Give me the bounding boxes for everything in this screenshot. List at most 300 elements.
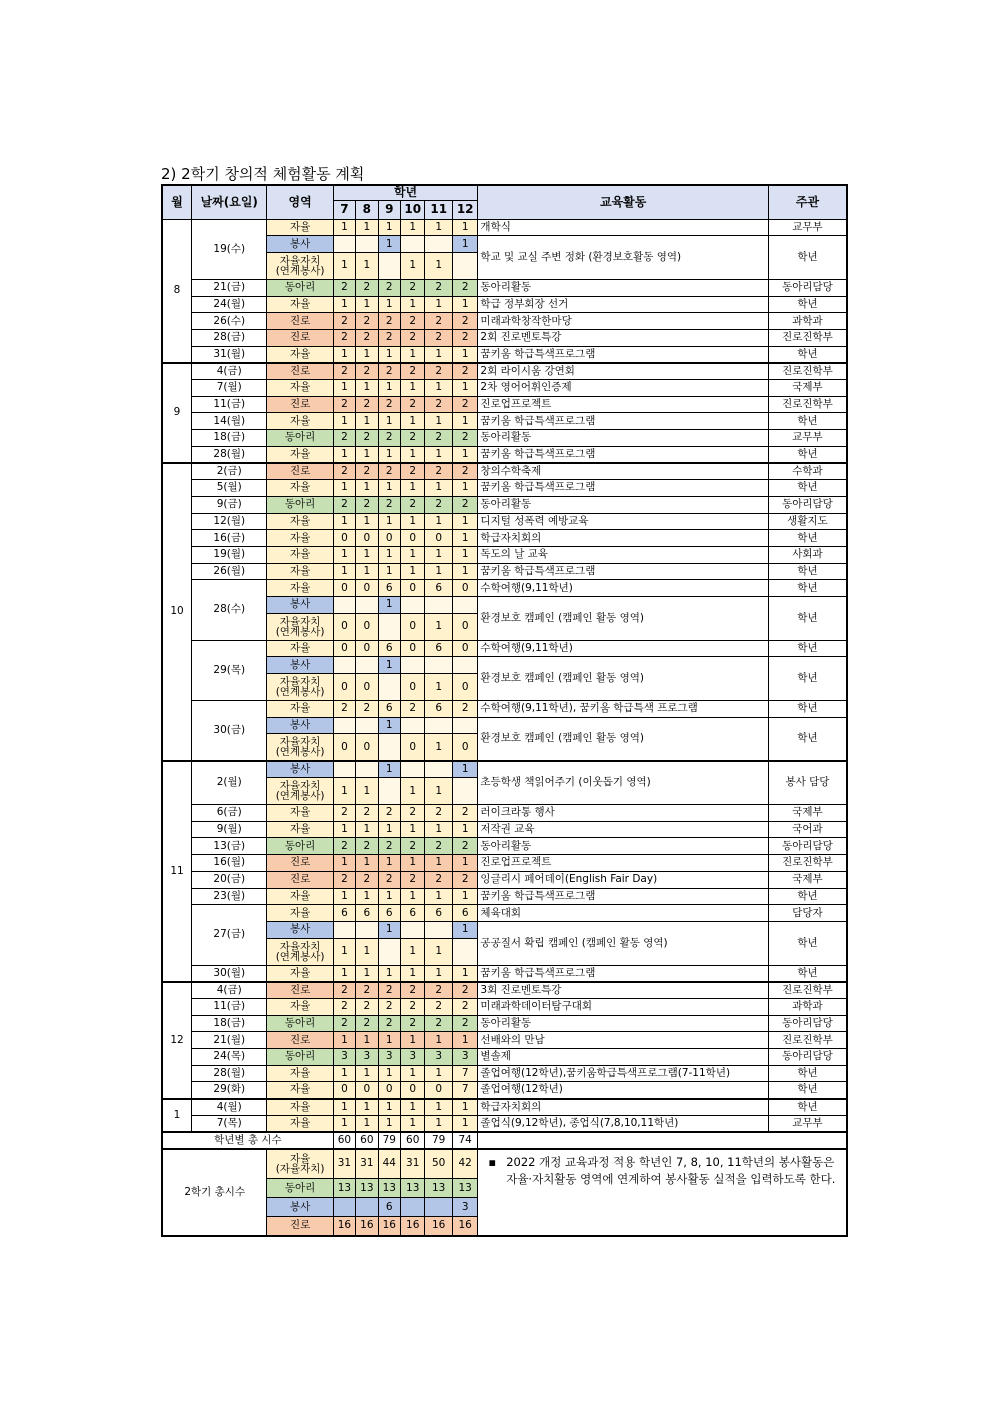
activity-cell: 독도의 날 교육	[478, 546, 769, 563]
activity-cell: 학급 정부회장 선거	[478, 296, 769, 313]
grade-hours-cell: 1	[378, 380, 400, 397]
grade-total-value: 60	[356, 1132, 378, 1149]
header-activity: 교육활동	[478, 185, 769, 219]
grade-hours-cell: 2	[333, 279, 355, 296]
grade-hours-cell: 0	[400, 640, 424, 657]
area-cell: 자율 (자율자치)	[267, 1149, 333, 1179]
grade-hours-cell: 1	[425, 1099, 453, 1116]
semester-total-value: 42	[452, 1149, 477, 1179]
organizer-cell: 교무부	[768, 430, 847, 447]
date-cell: 6(금)	[192, 805, 267, 822]
organizer-cell: 동아리담당	[768, 1015, 847, 1032]
organizer-cell: 동아리담당	[768, 279, 847, 296]
note-text: 2022 개정 교육과정 적용 학년인 7, 8, 10, 11학년의 봉사활동은 자율·자치활동 영역에 연계하여 봉사활동 실적을 입력하도록 한다.	[506, 1154, 836, 1186]
grade-hours-cell: 6	[378, 905, 400, 922]
grade-hours-cell	[378, 778, 400, 805]
grade-hours-cell: 1	[378, 446, 400, 463]
grade-hours-cell: 1	[425, 296, 453, 313]
activity-cell: 꿈키움 학급특색프로그램	[478, 413, 769, 430]
date-cell: 19(월)	[192, 546, 267, 563]
date-cell: 26(수)	[192, 313, 267, 330]
activity-cell: 동아리활동	[478, 279, 769, 296]
month-cell: 8	[162, 219, 192, 363]
area-cell: 자율	[267, 640, 333, 657]
activity-cell: 3회 진로멘토특강	[478, 982, 769, 999]
activity-cell: 동아리활동	[478, 496, 769, 513]
grade-hours-cell: 2	[356, 496, 378, 513]
table-row	[162, 446, 847, 463]
date-cell: 19(수)	[192, 219, 267, 279]
grade-hours-cell: 3	[425, 1049, 453, 1066]
grade-hours-cell: 1	[378, 513, 400, 530]
semester-total-label: 2학기 총시수	[162, 1149, 267, 1236]
activity-cell: 저작권 교육	[478, 821, 769, 838]
grade-hours-cell: 0	[400, 613, 424, 640]
grade-hours-cell: 6	[425, 640, 453, 657]
header-date: 날짜(요일)	[192, 185, 267, 219]
grade-hours-cell: 2	[400, 496, 424, 513]
date-cell: 31(월)	[192, 346, 267, 363]
header-month: 월	[162, 185, 192, 219]
organizer-cell: 학년	[768, 580, 847, 597]
header-organizer: 주관	[768, 185, 847, 219]
date-cell: 12(월)	[192, 513, 267, 530]
semester-total-value: 16	[425, 1217, 453, 1236]
grade-hours-cell: 2	[333, 496, 355, 513]
area-cell: 봉사	[267, 1198, 333, 1217]
grade-hours-cell: 2	[378, 805, 400, 822]
grade-hours-cell	[452, 717, 477, 734]
table-row	[162, 701, 847, 718]
grade-hours-cell: 1	[400, 346, 424, 363]
grade-hours-cell: 1	[452, 761, 477, 778]
table-row	[162, 463, 847, 480]
area-cell: 동아리	[267, 838, 333, 855]
organizer-cell: 진로진학부	[768, 982, 847, 999]
grade-hours-cell: 0	[400, 674, 424, 701]
grade-hours-cell: 0	[356, 640, 378, 657]
grade-hours-cell	[425, 657, 453, 674]
organizer-cell: 국어과	[768, 821, 847, 838]
activity-cell: 학교 및 교실 주변 정화 (환경보호활동 영역)	[478, 236, 769, 280]
area-cell: 봉사	[267, 236, 333, 253]
grade-hours-cell: 1	[356, 413, 378, 430]
semester-total-value: 13	[452, 1179, 477, 1198]
grade-hours-cell: 1	[425, 734, 453, 761]
grade-hours-cell: 1	[452, 530, 477, 547]
grade-hours-cell: 1	[452, 855, 477, 872]
semester-total-value: 50	[425, 1149, 453, 1179]
area-cell: 진로	[267, 982, 333, 999]
grade-hours-cell: 1	[356, 513, 378, 530]
grade-hours-cell: 1	[452, 821, 477, 838]
grade-hours-cell: 1	[378, 921, 400, 938]
grade-hours-cell: 1	[400, 1099, 424, 1116]
grade-hours-cell: 1	[400, 778, 424, 805]
area-cell: 자율	[267, 1065, 333, 1082]
grade-hours-cell: 0	[333, 580, 355, 597]
organizer-cell: 학년	[768, 346, 847, 363]
area-cell: 진로	[267, 363, 333, 380]
area-cell: 자율	[267, 965, 333, 982]
grade-hours-cell: 1	[378, 821, 400, 838]
grade-hours-cell: 6	[356, 905, 378, 922]
organizer-cell: 학년	[768, 563, 847, 580]
grade-hours-cell: 1	[452, 563, 477, 580]
grade-hours-cell	[333, 921, 355, 938]
area-cell: 자율	[267, 1082, 333, 1099]
grade-hours-cell: 2	[333, 701, 355, 718]
table-row	[162, 530, 847, 547]
grade-hours-cell: 0	[356, 674, 378, 701]
grade-hours-cell: 1	[425, 613, 453, 640]
activity-cell: 환경보호 캠페인 (캠페인 활동 영역)	[478, 657, 769, 701]
header-grade-8: 8	[356, 200, 378, 219]
grade-hours-cell: 1	[333, 1099, 355, 1116]
grade-hours-cell: 1	[452, 446, 477, 463]
grade-hours-cell: 1	[400, 821, 424, 838]
grade-hours-cell	[452, 596, 477, 613]
grade-hours-cell: 2	[400, 363, 424, 380]
grade-hours-cell: 1	[452, 965, 477, 982]
organizer-cell: 학년	[768, 296, 847, 313]
grade-hours-cell: 2	[333, 805, 355, 822]
grade-hours-cell: 1	[452, 513, 477, 530]
activity-cell: 러이크라통 행사	[478, 805, 769, 822]
organizer-cell: 학년	[768, 965, 847, 982]
date-cell: 2(월)	[192, 761, 267, 805]
area-cell: 진로	[267, 1032, 333, 1049]
semester-total-value: 13	[333, 1179, 355, 1198]
grade-hours-cell	[333, 596, 355, 613]
semester-total-value: 44	[378, 1149, 400, 1179]
grade-hours-cell: 2	[452, 701, 477, 718]
grade-hours-cell: 3	[356, 1049, 378, 1066]
area-cell: 자율자치 (연계봉사)	[267, 613, 333, 640]
grade-hours-cell: 7	[452, 1065, 477, 1082]
organizer-cell: 교무부	[768, 1115, 847, 1132]
grade-hours-cell: 1	[333, 1032, 355, 1049]
area-cell: 자율	[267, 805, 333, 822]
grade-hours-cell: 1	[378, 296, 400, 313]
area-cell: 자율	[267, 480, 333, 497]
table-row	[162, 346, 847, 363]
activity-cell: 환경보호 캠페인 (캠페인 활동 영역)	[478, 717, 769, 761]
organizer-cell: 생활지도	[768, 513, 847, 530]
grade-hours-cell: 2	[452, 805, 477, 822]
table-row	[162, 761, 847, 778]
grade-hours-cell: 1	[400, 546, 424, 563]
semester-total-row	[162, 1149, 847, 1179]
table-row	[162, 1015, 847, 1032]
grade-hours-cell: 2	[425, 838, 453, 855]
organizer-cell: 사회과	[768, 546, 847, 563]
area-cell: 봉사	[267, 921, 333, 938]
semester-total-value	[425, 1198, 453, 1217]
grade-hours-cell: 1	[333, 821, 355, 838]
semester-total-value: 13	[356, 1179, 378, 1198]
grade-hours-cell: 1	[378, 1065, 400, 1082]
organizer-cell: 학년	[768, 657, 847, 701]
area-cell: 동아리	[267, 1049, 333, 1066]
grade-hours-cell: 1	[356, 219, 378, 236]
organizer-cell: 학년	[768, 530, 847, 547]
date-cell: 11(금)	[192, 396, 267, 413]
grade-hours-cell: 2	[356, 396, 378, 413]
area-cell: 자율	[267, 821, 333, 838]
grade-hours-cell: 1	[400, 563, 424, 580]
grade-hours-cell: 2	[400, 1015, 424, 1032]
grade-hours-cell: 1	[425, 446, 453, 463]
organizer-cell: 학년	[768, 596, 847, 640]
grade-hours-cell	[400, 761, 424, 778]
grade-hours-cell: 0	[356, 734, 378, 761]
table-row	[162, 363, 847, 380]
organizer-cell: 진로진학부	[768, 1032, 847, 1049]
header-grade: 학년	[333, 185, 478, 200]
table-row	[162, 329, 847, 346]
activity-cell: 졸업식(9,12학년), 종업식(7,8,10,11학년)	[478, 1115, 769, 1132]
organizer-cell: 교무부	[768, 219, 847, 236]
area-cell: 자율	[267, 1115, 333, 1132]
grade-hours-cell: 1	[400, 480, 424, 497]
grade-hours-cell: 1	[400, 252, 424, 279]
grade-hours-cell: 2	[356, 313, 378, 330]
grade-hours-cell: 1	[378, 236, 400, 253]
grade-hours-cell: 1	[356, 938, 378, 965]
grade-hours-cell: 2	[333, 998, 355, 1015]
grade-hours-cell: 0	[356, 580, 378, 597]
activity-cell: 수학여행(9,11학년), 꿈키움 학급특색 프로그램	[478, 701, 769, 718]
date-cell: 30(금)	[192, 701, 267, 761]
grade-hours-cell: 1	[333, 480, 355, 497]
grade-hours-cell: 1	[333, 1115, 355, 1132]
grade-total-label: 학년별 총 시수	[162, 1132, 333, 1149]
grade-hours-cell: 2	[356, 463, 378, 480]
date-cell: 14(월)	[192, 413, 267, 430]
grade-hours-cell: 1	[400, 413, 424, 430]
activity-cell: 잉글리시 페어데이(English Fair Day)	[478, 871, 769, 888]
grade-hours-cell: 2	[378, 279, 400, 296]
organizer-cell: 동아리담당	[768, 1049, 847, 1066]
grade-hours-cell: 1	[425, 380, 453, 397]
grade-hours-cell: 2	[356, 1015, 378, 1032]
date-cell: 20(금)	[192, 871, 267, 888]
grade-hours-cell: 1	[400, 219, 424, 236]
activity-cell: 디지털 성폭력 예방교육	[478, 513, 769, 530]
grade-hours-cell: 2	[425, 982, 453, 999]
activity-cell: 진로업프로젝트	[478, 855, 769, 872]
table-row	[162, 296, 847, 313]
grade-hours-cell: 1	[356, 480, 378, 497]
table-row	[162, 580, 847, 597]
organizer-cell: 진로진학부	[768, 329, 847, 346]
grade-hours-cell: 0	[333, 674, 355, 701]
activity-cell: 미래과학창작한마당	[478, 313, 769, 330]
table-row	[162, 905, 847, 922]
area-cell: 자율자치 (연계봉사)	[267, 674, 333, 701]
grade-hours-cell: 2	[425, 496, 453, 513]
grade-hours-cell	[378, 613, 400, 640]
table-row	[162, 279, 847, 296]
grade-hours-cell: 0	[400, 1082, 424, 1099]
grade-hours-cell: 1	[378, 413, 400, 430]
semester-total-value: 16	[400, 1217, 424, 1236]
semester-total-value: 16	[333, 1217, 355, 1236]
grade-hours-cell: 2	[378, 982, 400, 999]
grade-hours-cell: 2	[425, 1015, 453, 1032]
semester-total-value: 13	[425, 1179, 453, 1198]
grade-hours-cell: 3	[333, 1049, 355, 1066]
grade-hours-cell: 0	[378, 1082, 400, 1099]
grade-hours-cell: 1	[378, 546, 400, 563]
grade-hours-cell: 2	[356, 805, 378, 822]
table-row	[162, 888, 847, 905]
header-area: 영역	[267, 185, 333, 219]
grade-hours-cell: 2	[452, 329, 477, 346]
area-cell: 진로	[267, 396, 333, 413]
grade-hours-cell: 1	[400, 1065, 424, 1082]
area-cell: 동아리	[267, 496, 333, 513]
month-cell: 10	[162, 463, 192, 761]
grade-hours-cell	[452, 252, 477, 279]
grade-hours-cell: 0	[333, 613, 355, 640]
area-cell: 자율	[267, 219, 333, 236]
table-row	[162, 496, 847, 513]
activity-cell: 개학식	[478, 219, 769, 236]
grade-hours-cell	[400, 921, 424, 938]
grade-hours-cell: 2	[452, 871, 477, 888]
activity-cell: 공공질서 확립 캠페인 (캠페인 활동 영역)	[478, 921, 769, 965]
semester-total-value: 13	[400, 1179, 424, 1198]
semester-total-value	[333, 1198, 355, 1217]
grade-hours-cell: 1	[356, 296, 378, 313]
grade-hours-cell: 3	[378, 1049, 400, 1066]
grade-hours-cell: 2	[356, 871, 378, 888]
grade-hours-cell: 2	[452, 430, 477, 447]
grade-hours-cell: 1	[452, 546, 477, 563]
month-cell: 11	[162, 761, 192, 982]
table-row	[162, 982, 847, 999]
grade-hours-cell: 1	[425, 674, 453, 701]
grade-hours-cell: 1	[378, 888, 400, 905]
header-grade-7: 7	[333, 200, 355, 219]
grade-hours-cell: 1	[400, 938, 424, 965]
grade-hours-cell: 1	[378, 657, 400, 674]
date-cell: 5(월)	[192, 480, 267, 497]
organizer-cell: 학년	[768, 921, 847, 965]
grade-hours-cell: 1	[378, 717, 400, 734]
grade-hours-cell: 0	[333, 640, 355, 657]
table-row	[162, 1115, 847, 1132]
area-cell: 자율	[267, 530, 333, 547]
grade-hours-cell	[356, 596, 378, 613]
grade-hours-cell: 2	[378, 396, 400, 413]
grade-hours-cell	[356, 717, 378, 734]
grade-hours-cell: 1	[425, 219, 453, 236]
grade-hours-cell: 1	[356, 888, 378, 905]
activity-cell: 동아리활동	[478, 838, 769, 855]
date-cell: 18(금)	[192, 1015, 267, 1032]
grade-hours-cell: 6	[333, 905, 355, 922]
grade-hours-cell	[356, 921, 378, 938]
table-row	[162, 805, 847, 822]
date-cell: 4(금)	[192, 363, 267, 380]
grade-hours-cell: 1	[400, 296, 424, 313]
grade-hours-cell: 1	[425, 938, 453, 965]
grade-hours-cell: 0	[333, 530, 355, 547]
grade-hours-cell: 1	[452, 1099, 477, 1116]
organizer-cell: 학년	[768, 413, 847, 430]
grade-hours-cell: 1	[356, 1032, 378, 1049]
activity-plan-table	[161, 184, 848, 1237]
organizer-cell: 수학과	[768, 463, 847, 480]
grade-hours-cell: 2	[333, 430, 355, 447]
grade-hours-cell: 1	[333, 778, 355, 805]
grade-hours-cell: 1	[356, 346, 378, 363]
table-row	[162, 1032, 847, 1049]
grade-hours-cell: 1	[333, 965, 355, 982]
area-cell: 진로	[267, 313, 333, 330]
grade-hours-cell: 1	[378, 1115, 400, 1132]
grade-hours-cell	[378, 252, 400, 279]
organizer-cell: 학년	[768, 701, 847, 718]
organizer-cell: 국제부	[768, 805, 847, 822]
header-grade-12: 12	[452, 200, 477, 219]
grade-hours-cell: 2	[400, 313, 424, 330]
table-row	[162, 998, 847, 1015]
table-row	[162, 480, 847, 497]
grade-hours-cell: 6	[400, 905, 424, 922]
grade-hours-cell: 1	[425, 1065, 453, 1082]
activity-cell: 선배와의 만남	[478, 1032, 769, 1049]
area-cell: 자율	[267, 563, 333, 580]
grade-hours-cell: 2	[425, 998, 453, 1015]
grade-hours-cell	[425, 761, 453, 778]
area-cell: 자율	[267, 905, 333, 922]
grade-hours-cell: 1	[378, 1099, 400, 1116]
organizer-cell: 국제부	[768, 871, 847, 888]
activity-cell: 꿈키움 학급특색프로그램	[478, 563, 769, 580]
grade-hours-cell: 0	[400, 530, 424, 547]
grade-hours-cell: 1	[400, 446, 424, 463]
grade-hours-cell: 1	[452, 296, 477, 313]
table-row	[162, 396, 847, 413]
grade-hours-cell: 1	[378, 1032, 400, 1049]
grade-hours-cell	[378, 734, 400, 761]
area-cell: 동아리	[267, 1179, 333, 1198]
activity-cell: 체육대회	[478, 905, 769, 922]
grade-hours-cell: 1	[378, 346, 400, 363]
activity-cell: 꿈키움 학급특색프로그램	[478, 346, 769, 363]
activity-cell: 졸업여행(12학년),꿈키움학급특색프로그램(7-11학년)	[478, 1065, 769, 1082]
grade-hours-cell: 6	[378, 580, 400, 597]
grade-hours-cell: 2	[378, 496, 400, 513]
grade-hours-cell: 2	[356, 982, 378, 999]
grade-hours-cell	[378, 938, 400, 965]
activity-cell: 동아리활동	[478, 430, 769, 447]
semester-total-value: 13	[378, 1179, 400, 1198]
organizer-cell: 국제부	[768, 380, 847, 397]
area-cell: 봉사	[267, 717, 333, 734]
date-cell: 9(금)	[192, 496, 267, 513]
grade-hours-cell: 1	[425, 965, 453, 982]
table-row	[162, 855, 847, 872]
grade-hours-cell: 2	[452, 463, 477, 480]
grade-hours-cell: 0	[333, 1082, 355, 1099]
grade-hours-cell: 2	[378, 313, 400, 330]
area-cell: 자율	[267, 580, 333, 597]
